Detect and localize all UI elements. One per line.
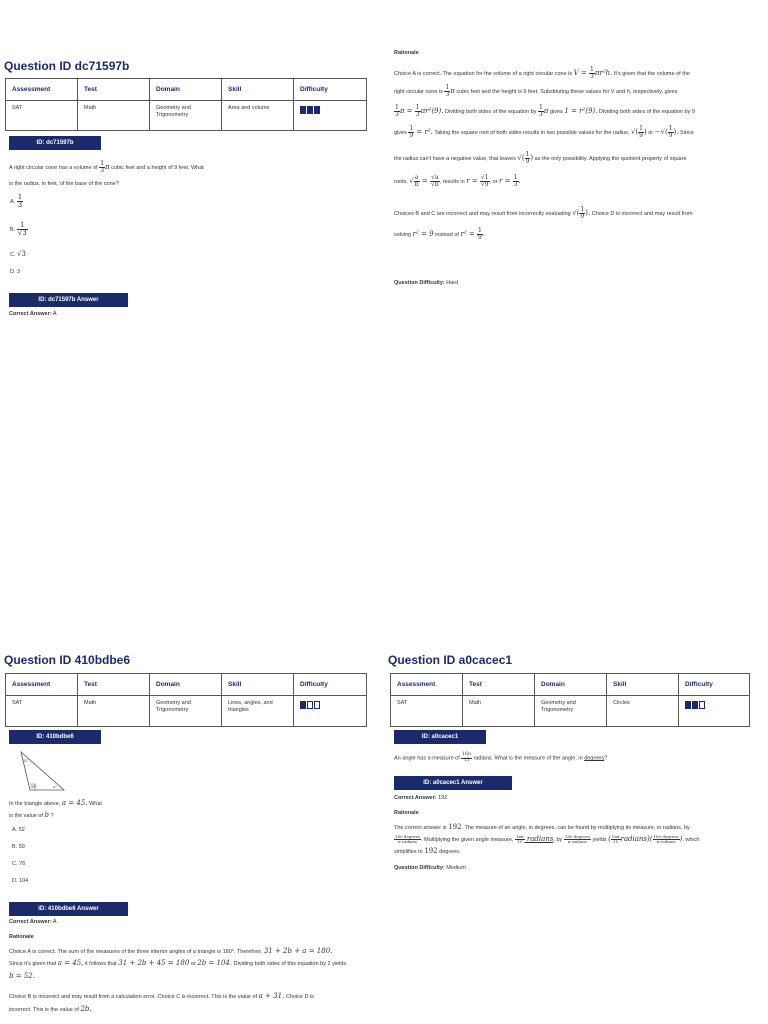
question-difficulty (394, 279, 458, 287)
rationale-line (394, 846, 461, 857)
fraction: $\frac{16\pi}{15}$ (462, 752, 471, 763)
question-title: Question ID dc71597b (4, 59, 130, 73)
stem-text: radians. What is the measure of the angle, in (473, 755, 583, 762)
fraction: $\frac{1}{3}$ (100, 160, 105, 174)
rationale-line: roots, √ $\frac{a}{b}$ = $\frac{√a}{√b}$ , results in r = $\frac{√1}{√9}$ , or r = $\frac{1}{3}$ . (394, 174, 521, 188)
header-test: Test (78, 79, 150, 101)
rationale-heading: Rationale (394, 810, 419, 816)
question-title: Question ID a0cacec1 (388, 653, 513, 667)
rationale-line (394, 822, 690, 833)
rationale-text: the radius can't have a negative value, that leaves (394, 155, 516, 162)
rationale-line: gives $\frac{1}{9}$ = r². Taking the square root of both sides results in two possible values for the radius, √( $\frac{1}{9}$ ) or −√( $\frac{1}{9}$ ). Since (394, 125, 694, 139)
value-skill: Area and volume (222, 101, 294, 131)
correct-answer-value: A (52, 311, 57, 317)
rationale-text: Dividing both sides of this equation by 2 yields (233, 961, 347, 967)
rationale-text: Choice A is correct. The equation for the volume of a right circular cone is (394, 70, 573, 77)
fraction: $\frac{a}{b}$ (414, 174, 419, 188)
header-difficulty: Difficulty (679, 674, 750, 696)
rationale-text: it follows that (84, 961, 117, 967)
stem-text: is the value of (9, 813, 43, 819)
fraction: $\frac{1}{3}$ (445, 84, 450, 98)
question-meta-table (390, 673, 750, 727)
rationale-text: or (190, 961, 196, 967)
header-assessment: Assessment (391, 674, 463, 696)
difficulty-box (307, 701, 313, 709)
rationale-line: Choice B is incorrect and may result from a calculation error. Choice C is incorrect. This is the value of a + 31. Choice D is (9, 992, 314, 1000)
fraction: $\frac{1}{3}$ (538, 104, 543, 118)
choice-letter: A. (10, 198, 16, 205)
rationale-text: Choices B and C are incorrect and may result from incorrectly evaluating (394, 210, 571, 217)
rationale-text: incorrect. This is the value of (9, 1007, 79, 1013)
correct-answer-label: Correct Answer: (9, 919, 52, 925)
stem-text: is the radius, in feet, of the base of the cone? (9, 181, 119, 187)
angle-label-left: 58° (31, 784, 38, 789)
difficulty-bars (300, 106, 360, 114)
choice-letter: C. (10, 252, 16, 258)
value-domain: Geometry and Trigonometry (150, 101, 222, 131)
difficulty-box (300, 701, 306, 709)
fraction: $\frac{1}{9}$ (477, 227, 482, 241)
difficulty-box (685, 701, 691, 709)
fraction: $\frac{16\pi}{15}$ (515, 834, 524, 845)
difficulty-bars (300, 701, 360, 709)
header-difficulty: Difficulty (294, 79, 367, 101)
rationale-text: . The measure of an angle, in degrees, can be found by multiplying its measure, in radians, by (461, 825, 690, 831)
value-skill: Lines, angles, and triangles (222, 696, 294, 727)
correct-answer-value: 192 (438, 795, 448, 801)
value-domain: Geometry and Trigonometry (535, 696, 607, 727)
rationale-line: b = 52. (9, 972, 35, 980)
rationale-text: instead of (435, 231, 459, 238)
angle-label-top: 32° (23, 758, 30, 763)
rationale-text: gives (394, 129, 407, 136)
rationale-text: Dividing both sides of the equation by (445, 108, 537, 115)
stem-text: cubic feet and a height of 9 feet. What (111, 164, 204, 171)
difficulty-box (314, 106, 320, 114)
header-skill: Skill (607, 674, 679, 696)
header-assessment: Assessment (6, 79, 78, 101)
question-stem: In the triangle above, a = 45. What (9, 799, 102, 807)
rationale-line: right circular cone is $\frac{1}{3}$ π cubic feet and the height is 9 feet. Substituting these values for V and h, respectively, gives (394, 84, 678, 98)
answer-pill: ID: dc71597b Answer (9, 293, 128, 307)
question-stem: is the value of b ? (9, 811, 54, 819)
answer-value-inline: 192 (424, 847, 438, 855)
question-stem: A right circular cone has a volume of $\frac{1}{3}$ π cubic feet and a height of 9 feet. What (9, 160, 204, 174)
value-skill: Circles (607, 696, 679, 727)
value-assessment: SAT (6, 101, 78, 131)
rationale-text: yields (592, 837, 607, 843)
rationale-text: , results in (439, 178, 465, 185)
fraction: $\frac{1}{3}$ (17, 193, 23, 209)
rationale-text: The correct answer is (394, 825, 447, 831)
choice-c[interactable]: C. √3 (10, 250, 26, 258)
angle-label-right: a° (53, 784, 57, 789)
rationale-text: right circular cone is (394, 88, 443, 95)
choice-a[interactable]: A. 52 (12, 827, 25, 833)
fraction: $\frac{1}{9}$ (639, 125, 643, 139)
difficulty-box (300, 106, 306, 114)
fraction: $\frac{1}{3}$ (395, 104, 399, 118)
rationale-heading: Rationale (394, 50, 419, 56)
rationale-text: solving (394, 231, 412, 238)
difficulty-indicator (294, 101, 367, 131)
rationale-text: cubic feet and the height is 9 feet. Substituting these values for V and h, respectively, gives (456, 88, 678, 95)
value-assessment: SAT (391, 696, 463, 727)
fraction: $\frac{1}{3}$ (590, 66, 594, 80)
rationale-line: incorrect. This is the value of 2b. (9, 1005, 92, 1013)
stem-text: An angle has a measure of (394, 755, 460, 762)
correct-answer-label: Correct Answer: (394, 795, 437, 801)
rationale-text: . Multiplying the given angle measure, (421, 837, 514, 843)
rationale-text: Since (680, 129, 694, 136)
rationale-line: Choice A is correct. The equation for the volume of a right circular cone is V = $\frac{1}{3}$ πr²h. It's given that the volume of the (394, 66, 690, 80)
difficulty-box (699, 701, 705, 709)
question-stem (394, 753, 607, 763)
header-domain: Domain (150, 79, 222, 101)
difficulty-indicator (294, 696, 367, 727)
difficulty-value: Medium (446, 865, 466, 871)
triangle-figure (16, 748, 68, 794)
fraction: $\frac{\text{180 degrees}}{\text{π radians}}$ (395, 834, 421, 845)
answer-pill: ID: a0cacec1 Answer (394, 776, 512, 790)
value-test: Math (78, 101, 150, 131)
fraction: $\frac{\text{180 degrees}}{\text{π radians}}$ (653, 834, 679, 845)
correct-answer (9, 310, 57, 318)
rationale-heading: Rationale (9, 934, 34, 940)
rationale-line: solving r² = 9 instead of r² = $\frac{1}{9}$ . (394, 227, 486, 241)
correct-answer (394, 794, 447, 802)
rationale-line: Since it's given that a = 45, it follows that 31 + 2b + 45 = 180 or 2b = 104. Dividing both sides of this equation by 2 yields (9, 959, 347, 967)
difficulty-value: Hard (446, 280, 459, 286)
rationale-text: as the only possibility. Applying the quotient property of square (534, 155, 687, 162)
rationale-text: Taking the square root of both sides results in two possible values for the radius, (434, 129, 630, 136)
question-difficulty (394, 864, 466, 872)
difficulty-label: Question Difficulty: (394, 280, 445, 286)
header-difficulty: Difficulty (294, 674, 367, 696)
choice-a[interactable] (10, 194, 23, 209)
rationale-text: Choice D is (285, 994, 314, 1000)
question-id-pill: ID: a0cacec1 (394, 730, 486, 744)
rationale-line: the radius can't have a negative value, that leaves √( $\frac{1}{9}$ ) as the only possibility. Applying the quotient property of square (394, 151, 687, 165)
stem-text: ? (604, 755, 608, 762)
degrees-link[interactable]: degrees (584, 755, 605, 762)
rationale-text: or (648, 129, 654, 136)
correct-answer-label: Correct Answer: (9, 311, 52, 317)
rationale-text: , or (489, 178, 498, 185)
difficulty-label: Question Difficulty: (394, 865, 445, 871)
rationale-text: Dividing both sides of the equation by 9 (598, 108, 695, 115)
fraction: $\frac{1}{3}$ (415, 104, 420, 118)
rationale-line: Choice A is correct. The sum of the measures of the three interior angles of a triangle is 180°. Therefore, 31 + 2b + a = 180. (9, 947, 333, 955)
choice-letter: B. (10, 226, 16, 233)
choice-c[interactable]: C. 76 (12, 861, 26, 867)
fraction: $\frac{1}{9}$ (409, 125, 414, 139)
stem-text: A right circular cone has a volume of (9, 164, 98, 171)
stem-text: In the triangle above, (9, 801, 61, 807)
difficulty-indicator (679, 696, 750, 727)
question-title: Question ID 410bdbe6 (4, 653, 131, 667)
rationale-text: by (556, 837, 563, 843)
rationale-line: Choices B and C are incorrect and may result from incorrectly evaluating √( $\frac{1}{9}$ ). Choice D is incorrect and may result from (394, 206, 693, 220)
rationale-text: Choice A is correct. The sum of the measures of the three interior angles of a triangle is 180°. Therefore, (9, 949, 263, 955)
value-assessment: SAT (6, 696, 78, 727)
correct-answer-value: A (52, 919, 57, 925)
fraction: $\frac{1}{3}$ (513, 174, 518, 188)
correct-answer (9, 918, 57, 926)
fraction: $\frac{1}{9}$ (580, 206, 585, 220)
rationale-text: degrees. (439, 849, 461, 855)
value-test: Math (78, 696, 150, 727)
answer-pill: ID: 410bdbe6 Answer (9, 902, 128, 916)
choice-b[interactable]: B. 59 (12, 844, 25, 850)
header-skill: Skill (222, 674, 294, 696)
header-domain: Domain (535, 674, 607, 696)
fraction: $\frac{√a}{√b}$ (430, 174, 439, 188)
rationale-line: $\frac{1}{3}$ π = $\frac{1}{3}$ πr²(9). Dividing both sides of the equation by $\frac{1}{3}$ π gives 1 = r²(9). Dividing both sides of the equation by 9 (395, 104, 695, 118)
question-meta-table (5, 673, 367, 727)
rationale-text: It's given that the volume of the (613, 70, 690, 77)
fraction: $\frac{√1}{√9}$ (480, 174, 489, 188)
question-id-pill: ID: 410bdbe6 (9, 730, 101, 744)
header-domain: Domain (150, 674, 222, 696)
rationale-text: Choice B is incorrect and may result from a calculation error. Choice C is incorrect. This is the value of (9, 994, 258, 1000)
question-id-pill: ID: dc71597b (9, 136, 101, 150)
header-test: Test (78, 674, 150, 696)
rationale-line: $\frac{\text{180 degrees}}{\text{π radians}}$ . Multiplying the given angle measure, $\frac{16\pi}{15}$ radians, by $\frac{\text{180 degrees}}{\text{π radians}}$ yields ( $\frac{16\pi}{15}$ radians)( $\frac{\text{180 degrees}}{\text{π radians}}$ ), which (395, 834, 700, 845)
rationale-text: Since it's given that (9, 961, 57, 967)
choice-b[interactable] (10, 222, 28, 237)
choice-d[interactable]: D. 104 (12, 878, 29, 884)
stem-text: What (89, 801, 102, 807)
rationale-text: , which (682, 837, 700, 843)
fraction: $\frac{\text{180 degrees}}{\text{π radians}}$ (564, 834, 590, 845)
fraction: $\frac{16\pi}{15}$ (611, 834, 620, 845)
rationale-text: gives (549, 108, 563, 115)
rationale-text: roots, (394, 178, 408, 185)
rationale-text: Choice D is incorrect and may result from (591, 210, 693, 217)
fraction: $\frac{1}{√3}$ (17, 221, 27, 237)
difficulty-box (692, 701, 698, 709)
header-skill: Skill (222, 79, 294, 101)
header-test: Test (463, 674, 535, 696)
answer-value-inline: 192 (448, 823, 462, 831)
fraction: $\frac{1}{9}$ (525, 151, 530, 165)
value-domain: Geometry and Trigonometry (150, 696, 222, 727)
fraction: $\frac{1}{9}$ (668, 125, 673, 139)
value-test: Math (463, 696, 535, 727)
difficulty-box (307, 106, 313, 114)
header-assessment: Assessment (6, 674, 78, 696)
difficulty-bars (685, 701, 743, 709)
difficulty-box (314, 701, 320, 709)
question-meta-table (5, 78, 367, 131)
rationale-text: simplifies to (394, 849, 423, 855)
choice-d[interactable]: D. 3 (10, 269, 21, 275)
